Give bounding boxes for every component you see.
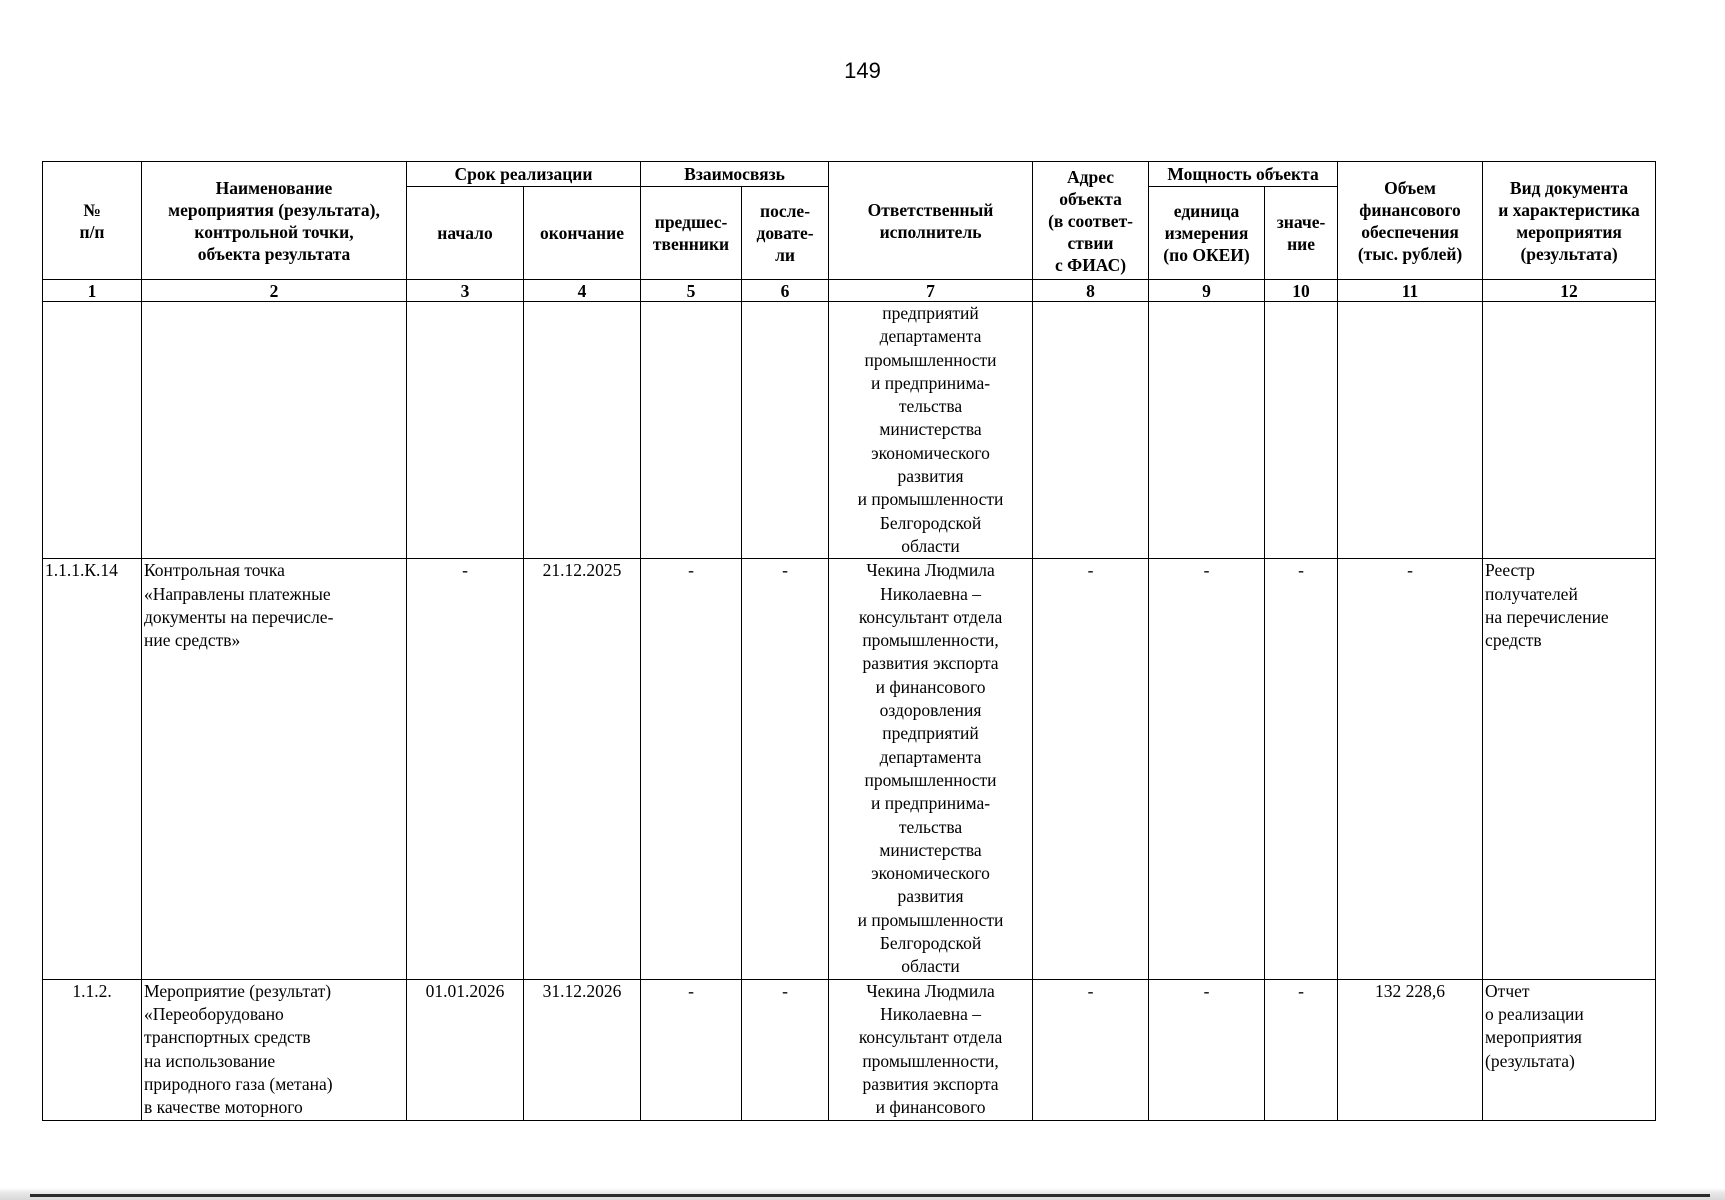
column-number: 7	[829, 280, 1033, 302]
cell-document: Реестр получателей на перечисление средств	[1483, 559, 1656, 979]
cell-document: Отчет о реализации мероприятия (результата)	[1483, 979, 1656, 1120]
cell-address	[1033, 302, 1149, 559]
cell-number: 1.1.1.К.14	[43, 559, 142, 979]
cell-responsible: предприятий департамента промышленности и предпринима- тельства министерства экономического развития и промышленности Белгородской области	[829, 302, 1033, 559]
cell-document	[1483, 302, 1656, 559]
header-group-capacity: Мощность объекта	[1149, 162, 1338, 187]
column-number: 6	[742, 280, 829, 302]
cell-start: 01.01.2026	[407, 979, 524, 1120]
cell-value: -	[1265, 559, 1338, 979]
cell-start	[407, 302, 524, 559]
column-number: 3	[407, 280, 524, 302]
cell-predecessors: -	[641, 979, 742, 1120]
header-value: значе- ние	[1265, 187, 1338, 280]
cell-end	[524, 302, 641, 559]
page-number: 149	[844, 58, 881, 83]
cell-name: Мероприятие (результат) «Переоборудовано транспортных средств на использование природного газа (метана) в качестве моторного	[142, 979, 407, 1120]
cell-unit	[1149, 302, 1265, 559]
column-number: 10	[1265, 280, 1338, 302]
cell-value: -	[1265, 979, 1338, 1120]
header-successors: после- довате- ли	[742, 187, 829, 280]
cell-name: Контрольная точка «Направлены платежные документы на перечисле- ние средств»	[142, 559, 407, 979]
cell-responsible: Чекина Людмила Николаевна – консультант отдела промышленности, развития экспорта и финансового	[829, 979, 1033, 1120]
cell-unit: -	[1149, 979, 1265, 1120]
column-number: 2	[142, 280, 407, 302]
header-group-relation: Взаимосвязь	[641, 162, 829, 187]
cell-finance: -	[1338, 559, 1483, 979]
cell-unit: -	[1149, 559, 1265, 979]
cell-end: 31.12.2026	[524, 979, 641, 1120]
header-end: окончание	[524, 187, 641, 280]
header-name: Наименование мероприятия (результата), контрольной точки, объекта результата	[142, 162, 407, 280]
cell-finance: 132 228,6	[1338, 979, 1483, 1120]
column-number: 12	[1483, 280, 1656, 302]
header-group-term: Срок реализации	[407, 162, 641, 187]
cell-number: 1.1.2.	[43, 979, 142, 1120]
column-number: 8	[1033, 280, 1149, 302]
cell-start: -	[407, 559, 524, 979]
cell-name	[142, 302, 407, 559]
header-unit: единица измерения (по ОКЕИ)	[1149, 187, 1265, 280]
header-start: начало	[407, 187, 524, 280]
header-document: Вид документа и характеристика мероприятия (результата)	[1483, 162, 1656, 280]
cell-address: -	[1033, 979, 1149, 1120]
cell-successors	[742, 302, 829, 559]
cell-predecessors: -	[641, 559, 742, 979]
table-row	[43, 559, 1656, 979]
column-number: 4	[524, 280, 641, 302]
header-responsible: Ответственный исполнитель	[829, 162, 1033, 280]
header-number: № п/п	[43, 162, 142, 280]
cell-successors: -	[742, 979, 829, 1120]
header-finance: Объем финансового обеспечения (тыс. рублей)	[1338, 162, 1483, 280]
cell-address: -	[1033, 559, 1149, 979]
cell-end: 21.12.2025	[524, 559, 641, 979]
header-address: Адрес объекта (в соответ- ствии с ФИАС)	[1033, 162, 1149, 280]
cell-responsible: Чекина Людмила Николаевна – консультант отдела промышленности, развития экспорта и финансового оздоровления предприятий департамента промышленности и предпринима- тельства министерства экономического развития и промышленности Белгородской области	[829, 559, 1033, 979]
table-row	[43, 979, 1656, 1120]
cell-finance	[1338, 302, 1483, 559]
header-row-1	[43, 162, 1656, 187]
header-predecessors: предшес- твенники	[641, 187, 742, 280]
cell-value	[1265, 302, 1338, 559]
events-table	[42, 161, 1656, 1121]
column-number: 11	[1338, 280, 1483, 302]
cell-successors: -	[742, 559, 829, 979]
column-number: 1	[43, 280, 142, 302]
cell-predecessors	[641, 302, 742, 559]
column-numbers-row	[43, 280, 1656, 302]
column-number: 9	[1149, 280, 1265, 302]
table-row	[43, 302, 1656, 559]
cell-number	[43, 302, 142, 559]
page-bottom-edge	[30, 1194, 1710, 1197]
column-number: 5	[641, 280, 742, 302]
